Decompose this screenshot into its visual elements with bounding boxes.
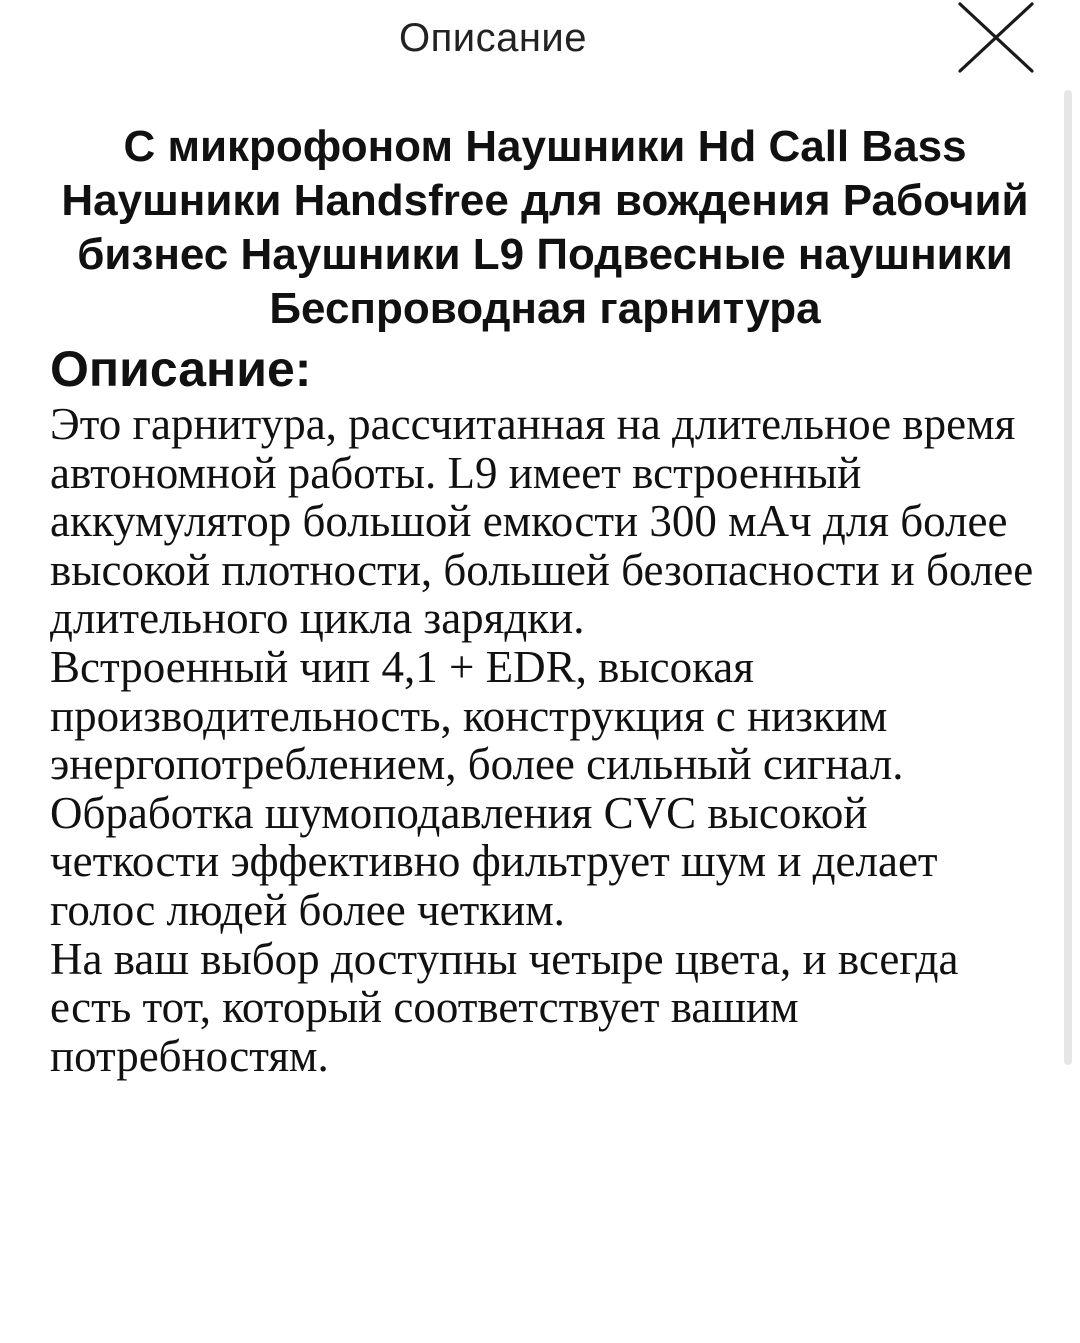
product-title: С микрофоном Наушники Hd Call Bass Наушники Handsfree для вождения Рабочий бизнес Наушники L9 Подвесные наушники Беспроводная гарнитура: [61, 122, 1029, 333]
description-paragraph: На ваш выбор доступны четыре цвета, и всегда есть тот, который соответствует вашим потребностям.: [50, 933, 959, 1081]
dialog-header: [0, 0, 1080, 80]
close-icon[interactable]: [952, 0, 1040, 80]
description-body: [50, 400, 1040, 1080]
description-paragraph: Обработка шумоподавления CVC высокой четкости эффективно фильтрует шум и делает голос людей более четким.: [50, 787, 938, 935]
description-paragraph: Встроенный чип 4,1 + EDR, высокая производительность, конструкция с низким энергопотреблением, более сильный сигнал.: [50, 641, 904, 790]
dialog-title: Описание: [398, 16, 588, 60]
description-content: [50, 120, 1040, 1080]
description-heading: Описание:: [50, 341, 312, 397]
close-button[interactable]: [952, 0, 1040, 80]
description-paragraph: Это гарнитура, рассчитанная на длительное время автономной работы. L9 имеет встроенный аккумулятор большой емкости 300 мАч для более высокой плотности, большей безопасности и более длительного цикла зарядки.: [50, 399, 1034, 644]
scrollbar[interactable]: [1064, 90, 1072, 1065]
